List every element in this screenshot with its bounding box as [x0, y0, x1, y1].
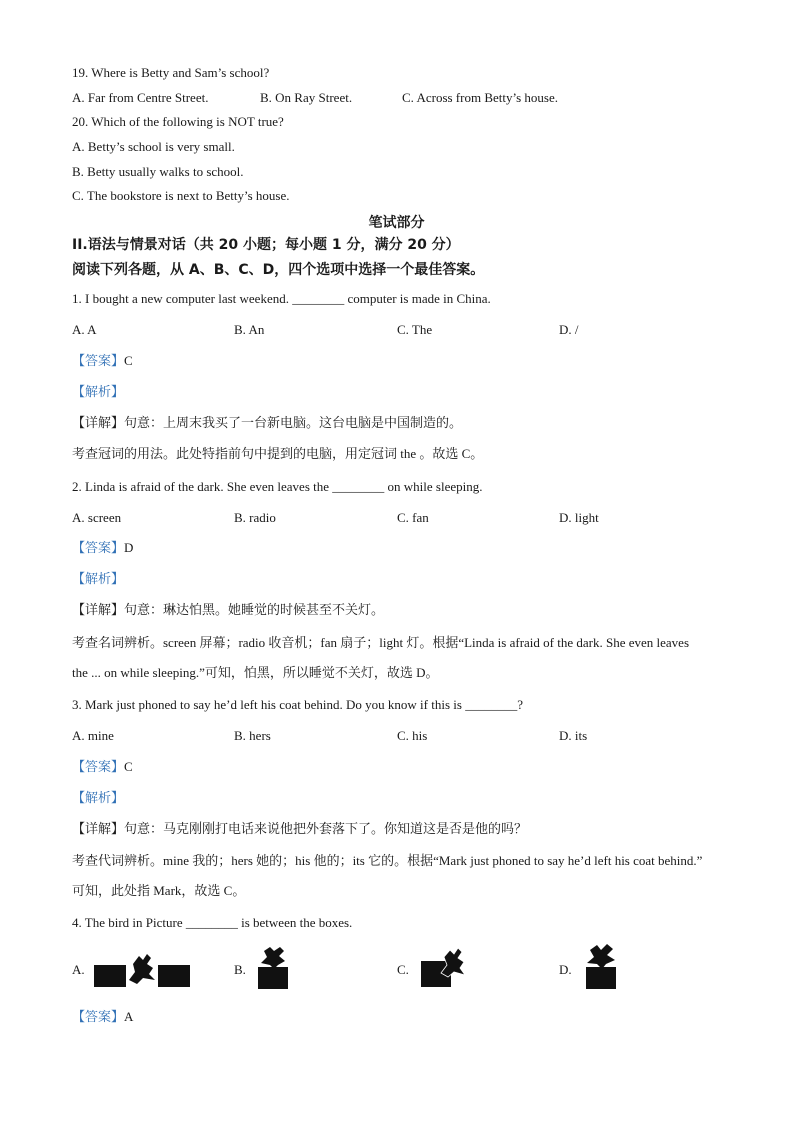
q3-option-a: A. mine — [72, 728, 114, 743]
q2-option-a: A. screen — [72, 510, 122, 525]
question-2: 2. Linda is afraid of the dark. She even leaves the ________ on while sleeping. — [72, 479, 483, 494]
section-instruction: 阅读下列各题，从 A、B、C、D，四个选项中选择一个最佳答案。 — [72, 262, 485, 278]
answer-value: A — [124, 1009, 134, 1024]
detail-label: 【详解】 — [72, 415, 125, 430]
q2-detail — [72, 601, 384, 619]
question-4: 4. The bird in Picture ________ is between the boxes. — [72, 915, 353, 930]
detail-text: 句意：上周末我买了一台新电脑。这台电脑是中国制造的。 — [124, 415, 463, 430]
bird-icon — [258, 945, 288, 969]
q4-picture-d — [582, 943, 622, 991]
q3-analysis-label: 【解析】 — [72, 790, 125, 805]
q4-option-a: A. — [72, 962, 85, 977]
q1-explain: 考查冠词的用法。此处特指前句中提到的电脑，用定冠词 the 。故选 C。 — [72, 446, 484, 461]
q2-explain-line1: 考查名词辨析。screen 屏幕；radio 收音机；fan 扇子；light 灯。根据“Linda is afraid of the dark. She even leaves — [72, 635, 689, 650]
q19-option-b: B. On Ray Street. — [260, 90, 353, 105]
bird-icon — [437, 945, 467, 979]
answer-label: 【答案】 — [72, 1009, 125, 1024]
box — [586, 967, 616, 989]
q3-option-c: C. his — [397, 728, 428, 743]
box — [258, 967, 288, 989]
q4-answer — [72, 1008, 133, 1026]
q3-detail — [72, 820, 527, 838]
q4-option-c: C. — [397, 962, 409, 977]
q4-picture-b — [255, 945, 295, 991]
bird-icon — [584, 943, 618, 969]
q1-option-c: C. The — [397, 322, 433, 337]
q2-option-c: C. fan — [397, 510, 429, 525]
q1-answer — [72, 352, 133, 370]
q1-detail — [72, 414, 462, 432]
box-left — [94, 965, 126, 987]
q20-option-c: C. The bookstore is next to Betty’s house. — [72, 188, 290, 203]
question-3: 3. Mark just phoned to say he’d left his coat behind. Do you know if this is ________? — [72, 697, 523, 712]
answer-value: C — [124, 759, 133, 774]
q2-explain-line2: the ... on while sleeping.”可知，怕黑，所以睡觉不关灯，故选 D。 — [72, 665, 439, 680]
detail-label: 【详解】 — [72, 821, 125, 836]
box-right — [158, 965, 190, 987]
detail-text: 句意：马克刚刚打电话来说他把外套落下了。你知道这是否是他的吗？ — [124, 821, 528, 836]
q1-option-a: A. A — [72, 322, 97, 337]
answer-label: 【答案】 — [72, 759, 125, 774]
q20-option-b: B. Betty usually walks to school. — [72, 164, 244, 179]
q1-analysis-label: 【解析】 — [72, 384, 125, 399]
question-1: 1. I bought a new computer last weekend. ________ computer is made in China. — [72, 291, 491, 306]
question-20: 20. Which of the following is NOT true? — [72, 114, 284, 129]
q3-option-b: B. hers — [234, 728, 271, 743]
q19-option-a: A. Far from Centre Street. — [72, 90, 209, 105]
q3-explain-line2: 可知，此处指 Mark，故选 C。 — [72, 883, 246, 898]
q2-answer — [72, 539, 133, 557]
q4-picture-c — [419, 945, 469, 991]
q2-option-b: B. radio — [234, 510, 276, 525]
detail-text: 句意：琳达怕黑。她睡觉的时候甚至不关灯。 — [124, 602, 385, 617]
q3-answer — [72, 758, 133, 776]
answer-label: 【答案】 — [72, 540, 125, 555]
q1-option-b: B. An — [234, 322, 265, 337]
q19-option-c: C. Across from Betty’s house. — [402, 90, 558, 105]
q4-option-b: B. — [234, 962, 246, 977]
section-title: 笔试部分 — [368, 215, 425, 231]
q2-analysis-label: 【解析】 — [72, 571, 125, 586]
q3-explain-line1: 考查代词辨析。mine 我的；hers 她的；his 他的；its 它的。根据“Mark just phoned to say he’d left his coat behind.” — [72, 853, 703, 868]
detail-label: 【详解】 — [72, 602, 125, 617]
answer-value: C — [124, 353, 133, 368]
bird-icon — [125, 950, 159, 986]
q2-option-d: D. light — [559, 510, 599, 525]
q4-option-d: D. — [559, 962, 572, 977]
q1-option-d: D. / — [559, 322, 579, 337]
q20-option-a: A. Betty’s school is very small. — [72, 139, 235, 154]
q4-picture-a — [92, 950, 192, 990]
answer-value: D — [124, 540, 134, 555]
answer-label: 【答案】 — [72, 353, 125, 368]
section-heading: II.语法与情景对话（共 20 小题；每小题 1 分，满分 20 分） — [72, 237, 460, 253]
question-19: 19. Where is Betty and Sam’s school? — [72, 65, 270, 80]
q3-option-d: D. its — [559, 728, 588, 743]
